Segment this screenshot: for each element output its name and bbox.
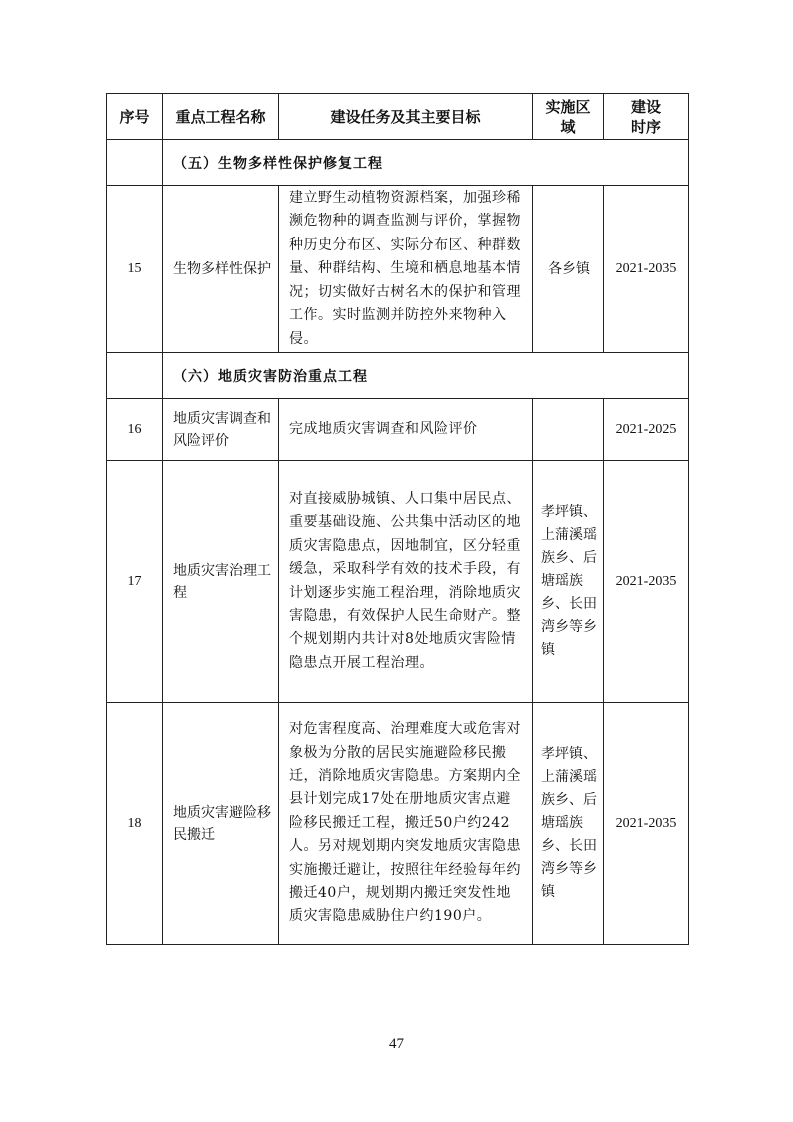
project-name: 地质灾害调查和风险评价 [163,399,279,461]
section-row [107,353,689,399]
row-number: 16 [107,399,163,461]
project-schedule: 2021-2035 [604,186,689,353]
section-title: （五）生物多样性保护修复工程 [163,140,689,186]
section-row [107,140,689,186]
row-number: 18 [107,703,163,945]
table-header-row [107,94,689,140]
table-row [107,186,689,353]
project-task: 建立野生动植物资源档案，加强珍稀濒危物种的调查监测与评价，掌握物种历史分布区、实际分布区、种群数量、种群结构、生境和栖息地基本情况；切实做好古树名木的保护和管理工作。实时监测并防控外来物种入侵。 [279,186,533,353]
header-seq: 序号 [107,94,163,140]
page-number: 47 [389,1036,404,1052]
project-schedule: 2021-2025 [604,399,689,461]
project-area: 各乡镇 [533,186,604,353]
project-table [106,93,689,945]
row-number: 15 [107,186,163,353]
table-row [107,703,689,945]
project-task: 对危害程度高、治理难度大或危害对象极为分散的居民实施避险移民搬迁，消除地质灾害隐患。方案期内全县计划完成17处在册地质灾害点避险移民搬迁工程，搬迁50户约242人。另对规划期内突发地质灾害隐患实施搬迁避让，按照往年经验每年约搬迁40户，规划期内搬迁突发性地质灾害隐患威胁住户约190户。 [279,703,533,945]
header-area: 实施区域 [533,94,604,140]
header-tasks: 建设任务及其主要目标 [279,94,533,140]
header-project-name: 重点工程名称 [163,94,279,140]
project-schedule: 2021-2035 [604,703,689,945]
project-task: 完成地质灾害调查和风险评价 [279,399,533,461]
project-name: 地质灾害治理工程 [163,461,279,703]
project-name: 地质灾害避险移民搬迁 [163,703,279,945]
row-number: 17 [107,461,163,703]
table-row [107,399,689,461]
section-title: （六）地质灾害防治重点工程 [163,353,689,399]
header-schedule: 建设时序 [604,94,689,140]
project-name: 生物多样性保护 [163,186,279,353]
project-schedule: 2021-2035 [604,461,689,703]
table-row [107,461,689,703]
project-area: 孝坪镇、上蒲溪瑶族乡、后塘瑶族乡、长田湾乡等乡镇 [533,461,604,703]
project-area [533,399,604,461]
project-task: 对直接威胁城镇、人口集中居民点、重要基础设施、公共集中活动区的地质灾害隐患点，因地制宜，区分轻重缓急，采取科学有效的技术手段，有计划逐步实施工程治理，消除地质灾害隐患，有效保护人民生命财产。整个规划期内共计对8处地质灾害险情隐患点开展工程治理。 [279,461,533,703]
project-area: 孝坪镇、上蒲溪瑶族乡、后塘瑶族乡、长田湾乡等乡镇 [533,703,604,945]
